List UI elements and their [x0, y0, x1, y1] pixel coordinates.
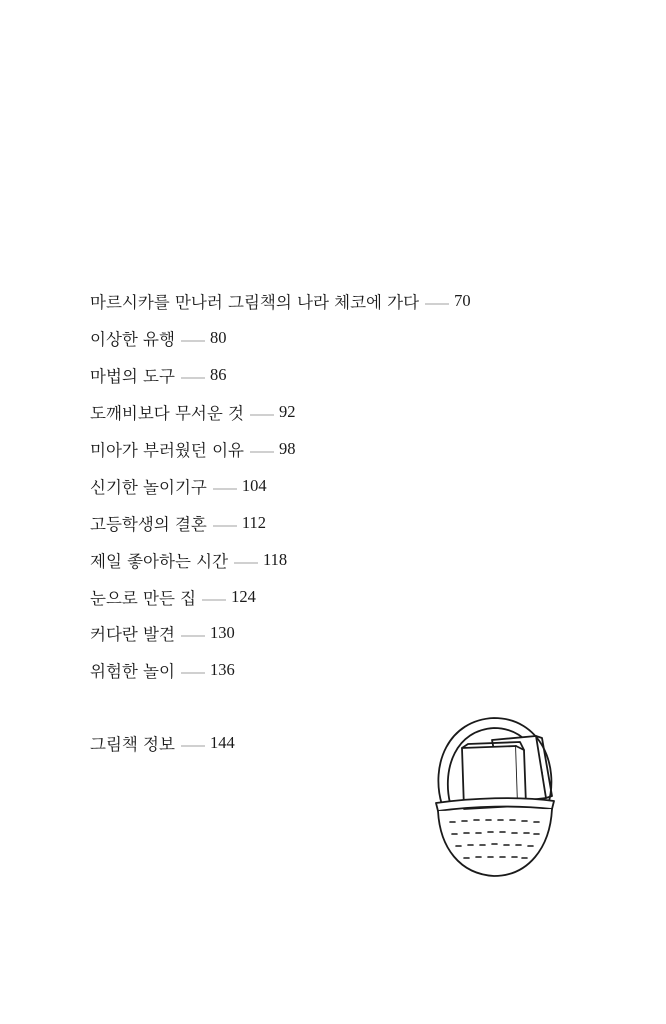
- dot-leader: [181, 672, 205, 674]
- toc-entry-title: 제일 좋아하는 시간: [90, 551, 229, 571]
- toc-entry: [90, 394, 530, 431]
- toc-entry-title: 도깨비보다 무서운 것: [90, 404, 244, 424]
- toc-entry-title: 위험한 놀이: [90, 662, 175, 682]
- toc-entry: [90, 504, 530, 541]
- dot-leader: [181, 340, 205, 342]
- dot-leader: [181, 745, 205, 747]
- dot-leader: [213, 488, 237, 490]
- toc-entry-title: 미아가 부러웠던 이유: [90, 441, 244, 460]
- basket-of-books-icon: [428, 710, 560, 885]
- toc-entry-page: 70: [454, 291, 471, 311]
- toc-entry: [90, 578, 530, 615]
- toc-entry-page: 80: [209, 328, 227, 348]
- toc-entry-page: 92: [278, 402, 296, 422]
- toc-entry: [90, 320, 530, 357]
- toc-entry: [90, 652, 530, 689]
- toc-entry: [90, 431, 530, 468]
- toc-entry: [90, 541, 530, 578]
- dot-leader: [213, 525, 237, 527]
- dot-leader: [250, 414, 274, 416]
- dot-leader: [181, 635, 205, 637]
- toc-entry-page: 112: [241, 512, 266, 532]
- toc-entry-page: 130: [209, 623, 235, 643]
- toc-entry: [90, 283, 530, 320]
- toc-entry-title: 커다란 발견: [90, 625, 175, 645]
- toc-entry-title: 그림책 정보: [90, 735, 175, 755]
- toc-entry-page: 144: [209, 733, 235, 753]
- toc-entry-title: 고등학생의 결혼: [90, 514, 207, 534]
- toc-entry-page: 124: [231, 586, 256, 606]
- dot-leader: [181, 377, 205, 379]
- dot-leader: [250, 451, 274, 453]
- dot-leader: [425, 303, 449, 305]
- toc-entry: [90, 615, 530, 652]
- toc-entry-page: 104: [241, 475, 267, 495]
- toc-entry: [90, 357, 530, 394]
- toc-entry-title: 신기한 놀이기구: [90, 477, 207, 497]
- toc-entry-page: 136: [209, 660, 235, 680]
- toc-entry: [90, 467, 530, 504]
- dot-leader: [202, 599, 226, 601]
- toc-entry-title: 마르시카를 만나러 그림책의 나라 체코에 가다: [90, 293, 420, 313]
- dot-leader: [234, 562, 258, 564]
- toc-entry-page: 118: [263, 549, 288, 569]
- toc-entry-title: 눈으로 만든 집: [90, 588, 197, 608]
- toc-entry-page: 86: [209, 365, 227, 385]
- toc-entry-page: 98: [278, 439, 296, 458]
- table-of-contents: [90, 283, 530, 762]
- toc-entry-title: 마법의 도구: [90, 367, 175, 387]
- toc-entry-title: 이상한 유행: [90, 330, 175, 350]
